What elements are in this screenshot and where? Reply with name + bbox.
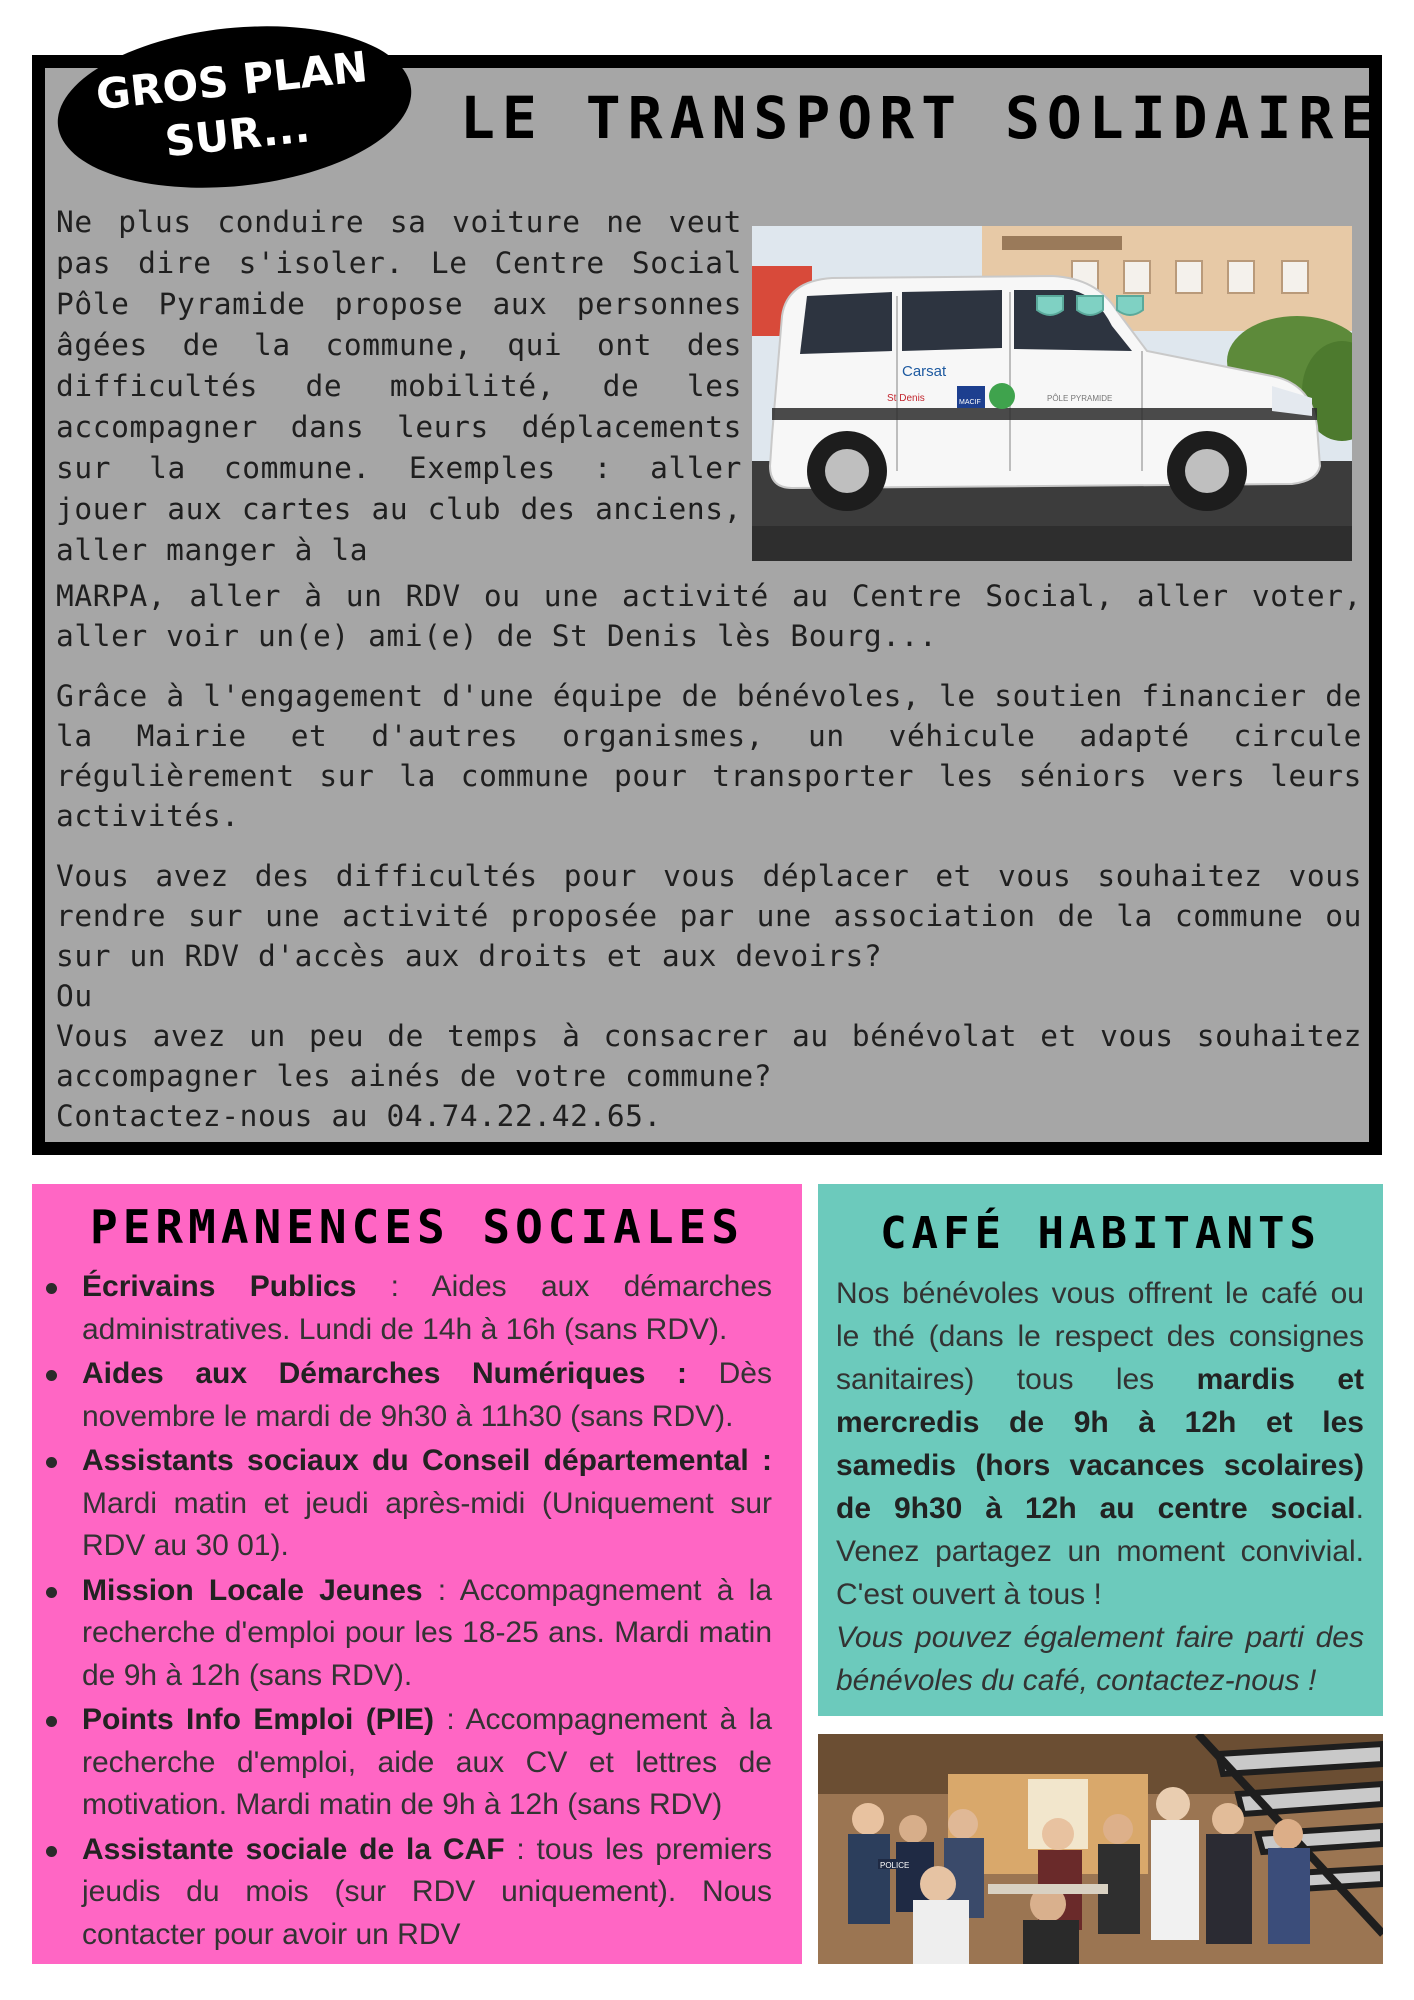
cafe-description bbox=[836, 1272, 1364, 1702]
contact-paragraph bbox=[56, 856, 1362, 1136]
carsat-logo: Carsat bbox=[902, 363, 947, 380]
police-label: POLICE bbox=[880, 1861, 910, 1870]
cafe-illustration bbox=[818, 1734, 1383, 1964]
van-photo bbox=[752, 226, 1352, 561]
cafe-title: CAFÉ HABITANTS bbox=[880, 1208, 1321, 1259]
permanences-sociales-section bbox=[32, 1184, 802, 1964]
bullet-icon bbox=[46, 1370, 57, 1381]
list-item bbox=[82, 1699, 772, 1827]
cafe-volunteer-note: Vous pouvez également faire parti des bénévoles du café, contactez-nous ! bbox=[836, 1621, 1364, 1697]
item-text: : tous les premiers jeudis du mois (sur RDV uniquement). Nous contacter pour avoir un RDV bbox=[82, 1832, 772, 1951]
permanences-title: PERMANENCES SOCIALES bbox=[90, 1200, 744, 1254]
list-item bbox=[82, 1570, 772, 1698]
engagement-paragraph: Grâce à l'engagement d'une équipe de bénévoles, le soutien financier de la Mairie et d'autres organismes, un véhicule adapté circule régulièrement sur la commune pour transporter les séniors vers leurs activités. bbox=[56, 679, 1362, 833]
cafe-text-start: Nos bénévoles vous offrent le café ou le thé (dans le respect des consignes sanitaires) tous les bbox=[836, 1277, 1364, 1396]
section-title: LE TRANSPORT SOLIDAIRE bbox=[460, 84, 1383, 152]
stdenis-logo: St Denis bbox=[887, 393, 925, 404]
cafe-photo bbox=[818, 1734, 1383, 1964]
volunteer-question: Vous avez un peu de temps à consacrer au bénévolat et vous souhaitez accompagner les ainés de votre commune? bbox=[56, 1019, 1362, 1093]
macif-logo: MACIF bbox=[959, 399, 981, 406]
item-text: Dès novembre le mardi de 9h30 à 11h30 (sans RDV). bbox=[82, 1357, 772, 1433]
item-text: : Aides aux démarches administratives. Lundi de 14h à 16h (sans RDV). bbox=[82, 1270, 773, 1346]
list-item bbox=[82, 1829, 772, 1957]
bullet-icon bbox=[46, 1587, 57, 1598]
permanences-list bbox=[82, 1266, 772, 1958]
item-text: Mardi matin et jeudi après-midi (Uniquement sur RDV au 30 01). bbox=[82, 1486, 772, 1562]
item-label: Mission Locale Jeunes bbox=[82, 1573, 423, 1607]
item-text: : Accompagnement à la recherche d'emploi, aide aux CV et lettres de motivation. Mardi matin de 9h à 12h (sans RDV) bbox=[82, 1703, 772, 1821]
badge-line-1: GROS PLAN bbox=[93, 42, 370, 120]
list-item bbox=[82, 1353, 772, 1438]
contact-phone: Contactez-nous au 04.74.22.42.65. bbox=[56, 1099, 662, 1133]
item-label: Aides aux Démarches Numériques : bbox=[82, 1357, 688, 1390]
list-item bbox=[82, 1440, 772, 1568]
pole-pyramide-logo: PÔLE PYRAMIDE bbox=[1047, 394, 1113, 403]
intro-continued-paragraph: MARPA, aller à un RDV ou une activité au Centre Social, aller voter, aller voir un(e) ami(e) de St Denis lès Bourg... bbox=[56, 579, 1362, 653]
van-illustration bbox=[752, 226, 1352, 561]
cafe-habitants-section bbox=[818, 1184, 1383, 1716]
item-label: Assistants sociaux du Conseil départemental : bbox=[82, 1444, 772, 1477]
intro-paragraph: Ne plus conduire sa voiture ne veut pas dire s'isoler. Le Centre Social Pôle Pyramide propose aux personnes âgées de la commune, qui ont des difficultés de mobilité, de les accompagner dans leurs déplacements sur la commune. Exemples : aller jouer aux cartes au club des anciens, aller manger à la bbox=[56, 205, 742, 567]
item-text: : Accompagnement à la recherche d'emploi pour les 18-25 ans. Mardi matin de 9h à 12h (sans RDV). bbox=[82, 1573, 773, 1692]
bullet-icon bbox=[46, 1846, 57, 1857]
cafe-schedule: mardis et mercredis de 9h à 12h et les samedis (hors vacances scolaires) de 9h30 à 12h au centre social bbox=[836, 1363, 1364, 1525]
difficulties-question: Vous avez des difficultés pour vous déplacer et vous souhaitez vous rendre sur une activité proposée par une association de la commune ou sur un RDV d'accès aux droits et aux devoirs? bbox=[56, 859, 1362, 973]
badge-line-2: SUR... bbox=[162, 102, 313, 167]
item-label: Points Info Emploi (PIE) bbox=[82, 1703, 435, 1736]
bullet-icon bbox=[46, 1457, 57, 1468]
bullet-icon bbox=[46, 1283, 57, 1294]
item-label: Écrivains Publics bbox=[82, 1270, 357, 1303]
item-label: Assistante sociale de la CAF bbox=[82, 1832, 505, 1866]
bullet-icon bbox=[46, 1716, 57, 1727]
or-text: Ou bbox=[56, 979, 93, 1013]
list-item bbox=[82, 1266, 772, 1351]
cafe-text-end: . Venez partagez un moment convivial. C'est ouvert à tous ! bbox=[836, 1492, 1364, 1611]
